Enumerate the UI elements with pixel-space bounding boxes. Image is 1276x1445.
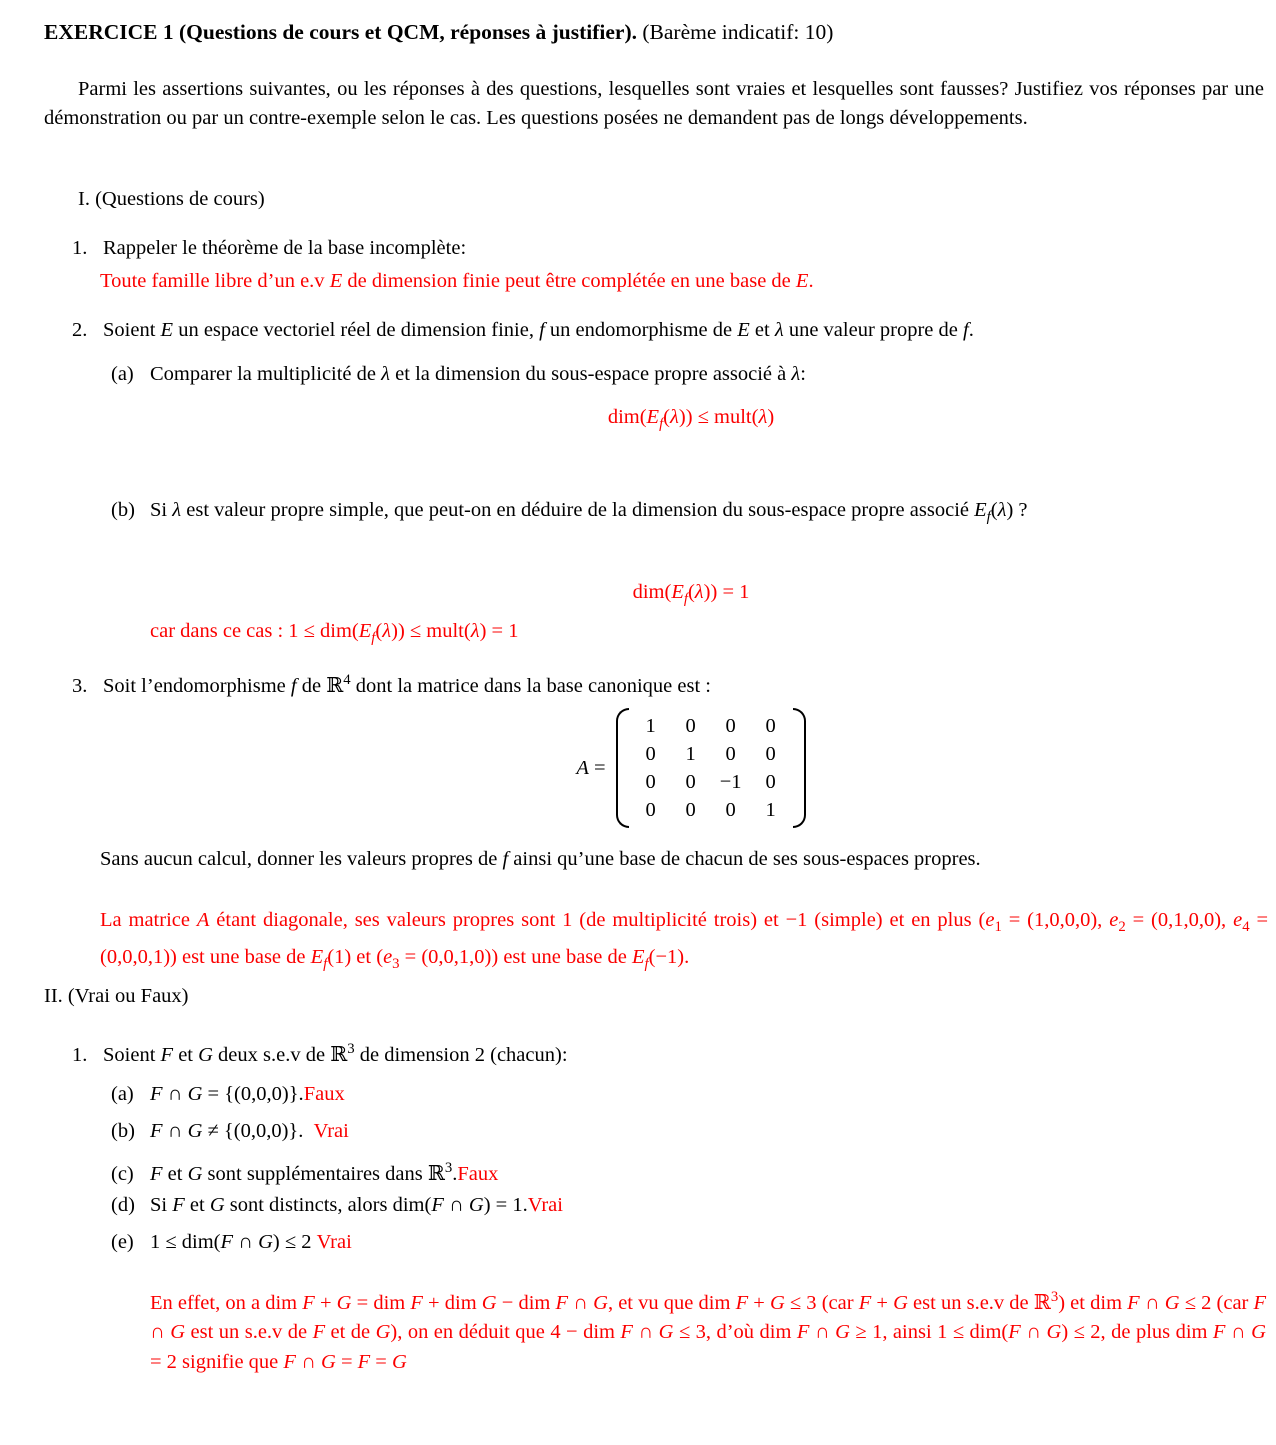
- question-3-followup: Sans aucun calcul, donner les valeurs propres de f ainsi qu’une base de chacun de ses sous-espaces propres.: [100, 848, 981, 870]
- question-2: [72, 316, 1264, 344]
- section-2-question-1-text: Soient F et G deux s.e.v de ℝ$^3$ de dimension 2 (chacun):: [103, 1041, 568, 1066]
- matrix-grid: [629, 710, 793, 826]
- question-2a: [111, 360, 1264, 388]
- tf-item-e-statement: 1 ≤ dim(F ∩ G) ≤ 2: [150, 1231, 317, 1253]
- question-2a-label: (a): [111, 363, 134, 385]
- tf-item-b-label: (b): [111, 1120, 135, 1142]
- exercise-title: [44, 20, 1264, 45]
- question-2b-answer-equation: $dim(E_f(\lambda)) = 1$: [632, 581, 750, 608]
- tf-item-e: [111, 1228, 1264, 1256]
- tf-item-a-statement: F ∩ G = {(0,0,0)}.: [150, 1083, 304, 1105]
- question-2-text: Soient E un espace vectoriel réel de dimension finie, f un endomorphisme de E et λ une valeur propre de f.: [103, 319, 974, 341]
- question-1-text: Rappeler le théorème de la base incomplète:: [103, 237, 467, 259]
- matrix-label: A =: [576, 756, 606, 779]
- question-2b-text: Si λ est valeur propre simple, que peut-on en déduire de la dimension du sous-espace propre associé $E_f(\lambda)$ ?: [150, 499, 1028, 526]
- question-2b-label: (b): [111, 499, 135, 521]
- matrix-cell: 0: [685, 770, 696, 793]
- tf-item-d-statement: Si F et G sont distincts, alors dim(F ∩ G) = 1.: [150, 1194, 528, 1216]
- tf-item-e-verdict: Vrai: [316, 1231, 352, 1253]
- tf-item-b-statement: F ∩ G ≠ {(0,0,0)}.: [150, 1120, 314, 1142]
- section-2-question-1: [72, 1035, 1264, 1069]
- matrix-cell: 0: [765, 714, 776, 737]
- tf-item-c: [111, 1154, 1264, 1188]
- tf-item-a-label: (a): [111, 1083, 134, 1105]
- matrix-cell: 1: [645, 714, 656, 737]
- tf-item-c-statement: F et G sont supplémentaires dans ℝ$^3$.: [150, 1160, 458, 1185]
- matrix-cell: 1: [685, 742, 696, 765]
- question-3-number: 3.: [72, 674, 88, 697]
- tf-item-c-label: (c): [111, 1162, 134, 1185]
- question-2a-text: Comparer la multiplicité de λ et la dimension du sous-espace propre associé à λ:: [150, 363, 806, 385]
- section-1-heading: I. (Questions de cours): [78, 188, 265, 210]
- question-1: [72, 234, 1264, 262]
- section-2-question-1-number: 1.: [72, 1043, 88, 1066]
- matrix-cell: 0: [645, 770, 656, 793]
- tf-item-c-verdict: Faux: [457, 1162, 499, 1185]
- question-3-answer: La matrice A étant diagonale, ses valeurs propres sont 1 (de multiplicité trois) et −1 (simple) et en plus ($e_1 = (1,0,0,0)$, $e_2 = (0,1,0,0)$, $e_4 = (0,0,0,1)$) est une base de $E_f(1)$ et $(e_3 = (0,0,1,0))$ est une base de $E_f(-1)$.: [100, 909, 1269, 973]
- matrix-cell: 0: [685, 798, 696, 821]
- tf-justification: En effet, on a dim F + G = dim F + dim G − dim F ∩ G, et vu que dim F + G ≤ 3 (car F + G est un s.e.v de ℝ$^3$) et dim F ∩ G ≤ 2 (car F ∩ G est un s.e.v de F et de G), on en déduit que 4 − dim F ∩ G ≤ 3, d’où dim F ∩ G ≥ 1, ainsi 1 ≤ dim(F ∩ G) ≤ 2, de plus dim F ∩ G = 2 signifie que F ∩ G = F = G: [150, 1289, 1267, 1373]
- tf-item-d-label: (d): [111, 1194, 135, 1216]
- matrix-left-paren: [616, 708, 629, 828]
- matrix-cell: −1: [719, 770, 742, 793]
- matrix-cell: 0: [685, 714, 696, 737]
- exercise-title-bareme: (Barème indicatif: 10): [637, 20, 834, 44]
- question-2a-answer-equation: $dim(E_f(\lambda))$ ≤ mult(λ): [607, 406, 775, 433]
- question-3: [72, 666, 1264, 700]
- section-2-heading: II. (Vrai ou Faux): [44, 985, 189, 1007]
- tf-item-a-content: [150, 1080, 345, 1108]
- tf-item-e-content: [150, 1228, 352, 1256]
- tf-item-c-content: [150, 1154, 498, 1188]
- matrix-cell: 0: [725, 714, 736, 737]
- matrix-cell: 0: [645, 742, 656, 765]
- matrix-display: [150, 708, 1232, 828]
- question-2b: [111, 496, 1264, 531]
- tf-item-b: [111, 1117, 1264, 1145]
- matrix-cell: 0: [725, 742, 736, 765]
- tf-item-b-verdict: Vrai: [313, 1120, 349, 1142]
- tf-item-e-label: (e): [111, 1231, 134, 1253]
- matrix-cell: 0: [765, 742, 776, 765]
- tf-item-d: [111, 1191, 1264, 1219]
- question-2-number: 2.: [72, 319, 88, 341]
- question-1-answer: Toute famille libre d’un e.v E de dimension finie peut être complétée en une base de E.: [100, 270, 814, 292]
- question-3-text: Soit l’endomorphisme f de ℝ$^4$ dont la matrice dans la base canonique est :: [103, 672, 711, 697]
- matrix-right-paren: [793, 708, 806, 828]
- matrix-cell: 0: [765, 770, 776, 793]
- matrix-cell: 1: [765, 798, 776, 821]
- tf-item-a-verdict: Faux: [303, 1083, 345, 1105]
- tf-item-d-verdict: Vrai: [527, 1194, 563, 1216]
- tf-item-a: [111, 1080, 1264, 1108]
- matrix-cell: 0: [725, 798, 736, 821]
- tf-item-b-content: [150, 1117, 349, 1145]
- matrix-cell: 0: [645, 798, 656, 821]
- question-2b-answer-note: car dans ce cas : $1 \le dim(E_f(\lambda))$ ≤ mult(λ) = 1: [150, 620, 519, 647]
- question-1-number: 1.: [72, 237, 88, 259]
- tf-item-d-content: [150, 1191, 563, 1219]
- intro-paragraph: Parmi les assertions suivantes, ou les réponses à des questions, lesquelles sont vraies et lesquelles sont fausses? Justifiez vos réponses par une démonstration ou par un contre-exemple selon le cas. Les questions posées ne demandent pas de longs développements.: [44, 78, 1264, 129]
- exercise-title-bold: EXERCICE 1 (Questions de cours et QCM, réponses à justifier).: [44, 20, 638, 44]
